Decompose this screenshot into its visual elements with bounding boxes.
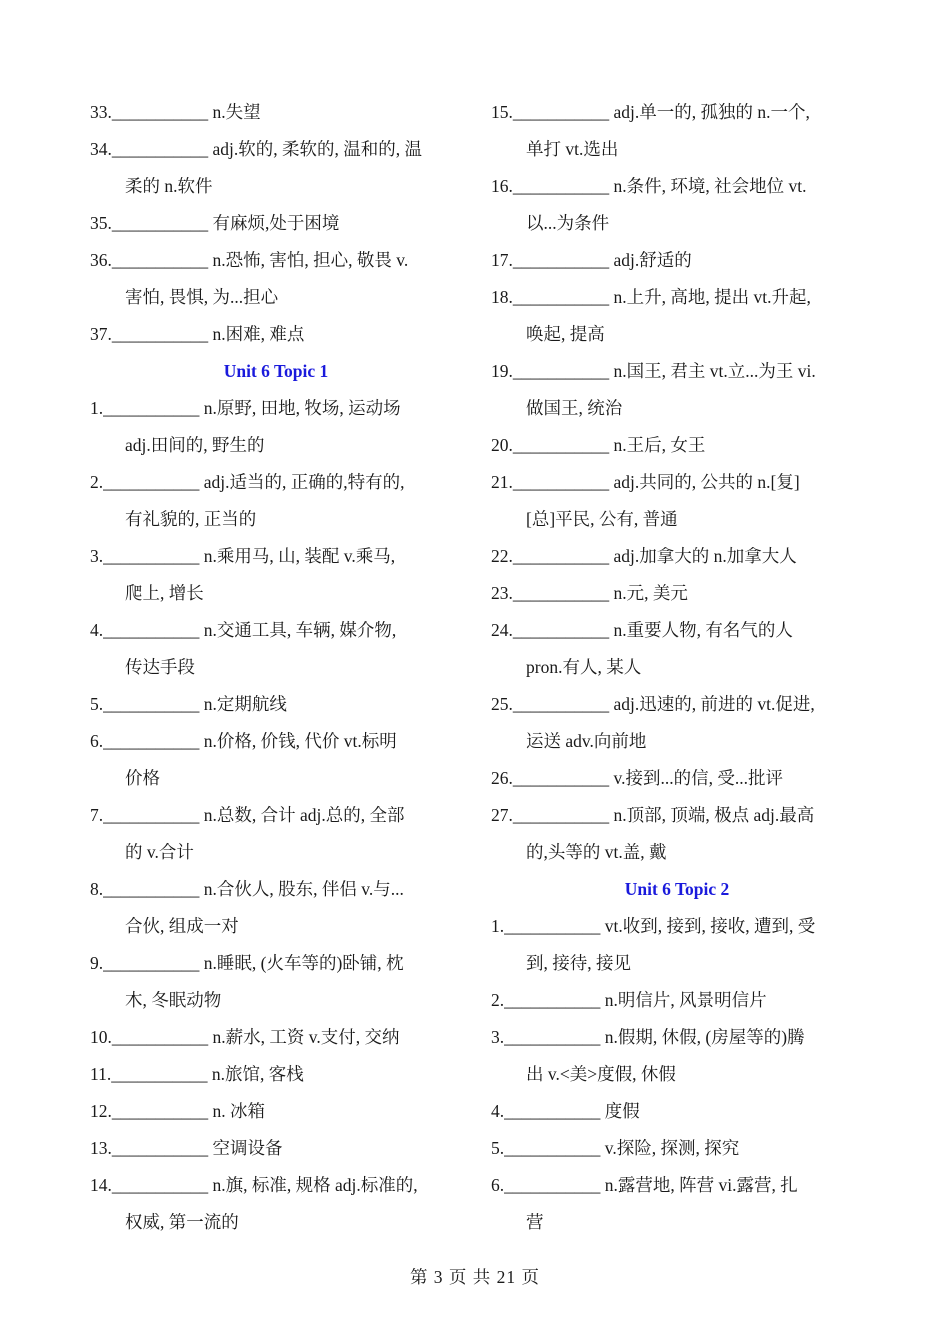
section-title: Unit 6 Topic 1 bbox=[223, 361, 329, 381]
vocab-entry bbox=[491, 1167, 863, 1241]
vocab-entry bbox=[491, 797, 863, 871]
definition-continuation: 爬上, 增长 bbox=[125, 583, 204, 603]
entry-number: 24. bbox=[491, 620, 513, 640]
answer-blank: ___________ bbox=[504, 990, 605, 1010]
vocab-entry bbox=[491, 168, 863, 242]
answer-blank: ___________ bbox=[111, 1101, 209, 1121]
vocab-entry bbox=[491, 1130, 863, 1167]
entry-number: 3. bbox=[90, 546, 104, 566]
answer-blank: ___________ bbox=[103, 953, 204, 973]
entry-number: 18. bbox=[491, 287, 513, 307]
definition-text: n.顶部, 顶端, 极点 adj.最高 bbox=[613, 805, 815, 825]
vocab-entry bbox=[491, 1019, 863, 1093]
answer-blank: ___________ bbox=[512, 176, 610, 196]
definition-text: n.旅馆, 客栈 bbox=[211, 1064, 304, 1084]
entry-number: 37. bbox=[90, 324, 112, 344]
entry-number: 33. bbox=[90, 102, 112, 122]
entry-number: 23. bbox=[491, 583, 513, 603]
definition-continuation: 唤起, 提高 bbox=[526, 324, 605, 344]
answer-blank: ___________ bbox=[512, 250, 610, 270]
answer-blank: ___________ bbox=[111, 1027, 209, 1047]
entry-number: 9. bbox=[90, 953, 104, 973]
definition-continuation: 的,头等的 vt.盖, 戴 bbox=[526, 842, 667, 862]
answer-blank: ___________ bbox=[512, 620, 610, 640]
answer-blank: ___________ bbox=[512, 435, 610, 455]
definition-text: adj.共同的, 公共的 n.[复] bbox=[613, 472, 800, 492]
answer-blank: ___________ bbox=[111, 324, 209, 344]
definition-continuation: 到, 接待, 接见 bbox=[526, 953, 631, 973]
entry-number: 16. bbox=[491, 176, 513, 196]
vocab-entry bbox=[90, 1056, 462, 1093]
vocab-entry bbox=[491, 908, 863, 982]
entry-number: 13. bbox=[90, 1138, 112, 1158]
vocab-entry bbox=[90, 205, 462, 242]
vocab-entry bbox=[90, 1093, 462, 1130]
definition-text: adj.单一的, 孤独的 n.一个, bbox=[613, 102, 810, 122]
entry-number: 17. bbox=[491, 250, 513, 270]
definition-continuation: 单打 vt.选出 bbox=[526, 139, 619, 159]
answer-blank: ___________ bbox=[512, 287, 610, 307]
entry-number: 11. bbox=[90, 1064, 112, 1084]
vocab-entry bbox=[491, 242, 863, 279]
entry-number: 5. bbox=[90, 694, 104, 714]
answer-blank: ___________ bbox=[111, 139, 209, 159]
definition-text: v.探险, 探测, 探究 bbox=[604, 1138, 740, 1158]
answer-blank: ___________ bbox=[504, 1027, 605, 1047]
definition-text: n.条件, 环境, 社会地位 vt. bbox=[613, 176, 807, 196]
definition-text: n.上升, 高地, 提出 vt.升起, bbox=[613, 287, 811, 307]
entry-number: 14. bbox=[90, 1175, 112, 1195]
entry-number: 21. bbox=[491, 472, 513, 492]
entry-number: 2. bbox=[491, 990, 505, 1010]
definition-text: adj.适当的, 正确的,特有的, bbox=[203, 472, 405, 492]
definition-text: n.合伙人, 股东, 伴侣 v.与... bbox=[203, 879, 404, 899]
answer-blank: ___________ bbox=[504, 1138, 605, 1158]
vocab-entry bbox=[90, 464, 462, 538]
entry-number: 19. bbox=[491, 361, 513, 381]
answer-blank: ___________ bbox=[512, 583, 610, 603]
entry-number: 20. bbox=[491, 435, 513, 455]
entry-number: 26. bbox=[491, 768, 513, 788]
page-footer: 第 3 页 共 21 页 bbox=[409, 1267, 541, 1287]
vocab-entry bbox=[90, 797, 462, 871]
vocab-entry bbox=[491, 353, 863, 427]
vocab-entry bbox=[491, 760, 863, 797]
answer-blank: ___________ bbox=[512, 361, 610, 381]
definition-text: n.总数, 合计 adj.总的, 全部 bbox=[203, 805, 405, 825]
definition-continuation: 以...为条件 bbox=[526, 213, 610, 233]
vocab-entry bbox=[90, 686, 462, 723]
definition-text: adj.舒适的 bbox=[613, 250, 692, 270]
vocab-entry bbox=[491, 94, 863, 168]
entry-number: 27. bbox=[491, 805, 513, 825]
definition-text: n.元, 美元 bbox=[613, 583, 688, 603]
definition-text: n.重要人物, 有名气的人 bbox=[613, 620, 793, 640]
definition-continuation: 权威, 第一流的 bbox=[125, 1212, 239, 1232]
definition-continuation: 害怕, 畏惧, 为...担心 bbox=[125, 287, 279, 307]
vocab-entry bbox=[491, 427, 863, 464]
definition-text: n.原野, 田地, 牧场, 运动场 bbox=[203, 398, 401, 418]
definition-continuation: 传达手段 bbox=[125, 657, 195, 677]
definition-text: 有麻烦,处于困境 bbox=[212, 213, 340, 233]
definition-continuation: pron.有人, 某人 bbox=[526, 657, 642, 677]
vocab-entry bbox=[491, 686, 863, 760]
definition-text: adj.加拿大的 n.加拿大人 bbox=[613, 546, 797, 566]
entry-number: 4. bbox=[491, 1101, 505, 1121]
entry-number: 10. bbox=[90, 1027, 112, 1047]
answer-blank: ___________ bbox=[512, 472, 610, 492]
answer-blank: ___________ bbox=[512, 694, 610, 714]
definition-continuation: [总]平民, 公有, 普通 bbox=[526, 509, 678, 529]
definition-text: vt.收到, 接到, 接收, 遭到, 受 bbox=[604, 916, 816, 936]
answer-blank: ___________ bbox=[103, 398, 204, 418]
definition-continuation: 柔的 n.软件 bbox=[125, 176, 213, 196]
entry-number: 6. bbox=[491, 1175, 505, 1195]
entry-number: 6. bbox=[90, 731, 104, 751]
definition-text: n.定期航线 bbox=[203, 694, 287, 714]
entry-number: 35. bbox=[90, 213, 112, 233]
definition-text: n.明信片, 风景明信片 bbox=[604, 990, 767, 1010]
definition-text: adj.软的, 柔软的, 温和的, 温 bbox=[212, 139, 423, 159]
definition-text: v.接到...的信, 受...批评 bbox=[613, 768, 783, 788]
definition-text: n.失望 bbox=[212, 102, 261, 122]
entry-number: 25. bbox=[491, 694, 513, 714]
answer-blank: ___________ bbox=[111, 102, 209, 122]
left-column bbox=[90, 94, 462, 1241]
answer-blank: ___________ bbox=[504, 1101, 605, 1121]
definition-text: n.乘用马, 山, 装配 v.乘马, bbox=[203, 546, 396, 566]
answer-blank: ___________ bbox=[512, 102, 610, 122]
definition-continuation: 价格 bbox=[125, 768, 160, 788]
vocab-entry bbox=[90, 538, 462, 612]
definition-text: n.国王, 君主 vt.立...为王 vi. bbox=[613, 361, 816, 381]
vocab-entry bbox=[90, 945, 462, 1019]
vocab-entry bbox=[491, 575, 863, 612]
entry-number: 2. bbox=[90, 472, 104, 492]
definition-text: n.假期, 休假, (房屋等的)腾 bbox=[604, 1027, 805, 1047]
answer-blank: ___________ bbox=[111, 1064, 208, 1084]
vocab-entry bbox=[90, 1019, 462, 1056]
definition-text: adj.迅速的, 前进的 vt.促进, bbox=[613, 694, 815, 714]
vocab-entry bbox=[491, 1093, 863, 1130]
entry-number: 1. bbox=[491, 916, 505, 936]
definition-text: n.价格, 价钱, 代价 vt.标明 bbox=[203, 731, 397, 751]
entry-number: 12. bbox=[90, 1101, 112, 1121]
entry-number: 15. bbox=[491, 102, 513, 122]
definition-text: n.睡眠, (火车等的)卧铺, 枕 bbox=[203, 953, 404, 973]
definition-text: n.旗, 标准, 规格 adj.标准的, bbox=[212, 1175, 418, 1195]
definition-text: n.交通工具, 车辆, 媒介物, bbox=[203, 620, 397, 640]
answer-blank: ___________ bbox=[504, 1175, 605, 1195]
definition-continuation: 的 v.合计 bbox=[125, 842, 194, 862]
definition-text: n.露营地, 阵营 vi.露营, 扎 bbox=[604, 1175, 798, 1195]
entry-number: 3. bbox=[491, 1027, 505, 1047]
answer-blank: ___________ bbox=[512, 805, 610, 825]
definition-text: 度假 bbox=[604, 1101, 640, 1121]
entry-number: 22. bbox=[491, 546, 513, 566]
definition-continuation: 出 v.<美>度假, 休假 bbox=[526, 1064, 676, 1084]
vocab-entry bbox=[90, 1130, 462, 1167]
vocab-entry bbox=[491, 279, 863, 353]
definition-text: n. 冰箱 bbox=[212, 1101, 265, 1121]
answer-blank: ___________ bbox=[103, 472, 204, 492]
answer-blank: ___________ bbox=[111, 1138, 209, 1158]
entry-number: 7. bbox=[90, 805, 104, 825]
vocab-entry bbox=[90, 242, 462, 316]
answer-blank: ___________ bbox=[512, 768, 610, 788]
section-title: Unit 6 Topic 2 bbox=[624, 879, 730, 899]
definition-continuation: 木, 冬眠动物 bbox=[125, 990, 222, 1010]
answer-blank: ___________ bbox=[103, 879, 204, 899]
definition-continuation: 做国王, 统治 bbox=[526, 398, 623, 418]
definition-text: n.王后, 女王 bbox=[613, 435, 706, 455]
answer-blank: ___________ bbox=[103, 620, 204, 640]
definition-continuation: adj.田间的, 野生的 bbox=[125, 435, 265, 455]
vocab-entry bbox=[90, 94, 462, 131]
entry-number: 34. bbox=[90, 139, 112, 159]
answer-blank: ___________ bbox=[103, 546, 204, 566]
entry-number: 4. bbox=[90, 620, 104, 640]
definition-continuation: 运送 adv.向前地 bbox=[526, 731, 647, 751]
definition-continuation: 合伙, 组成一对 bbox=[125, 916, 239, 936]
vocab-entry bbox=[491, 982, 863, 1019]
vocab-entry bbox=[491, 612, 863, 686]
vocab-entry bbox=[90, 1167, 462, 1241]
answer-blank: ___________ bbox=[512, 546, 610, 566]
entry-number: 8. bbox=[90, 879, 104, 899]
answer-blank: ___________ bbox=[103, 731, 204, 751]
definition-continuation: 营 bbox=[526, 1212, 544, 1232]
answer-blank: ___________ bbox=[103, 805, 204, 825]
vocab-entry bbox=[90, 723, 462, 797]
definition-text: n.恐怖, 害怕, 担心, 敬畏 v. bbox=[212, 250, 409, 270]
vocab-entry bbox=[90, 612, 462, 686]
entry-number: 36. bbox=[90, 250, 112, 270]
answer-blank: ___________ bbox=[111, 1175, 209, 1195]
definition-text: 空调设备 bbox=[212, 1138, 283, 1158]
vocab-entry bbox=[90, 131, 462, 205]
answer-blank: ___________ bbox=[111, 213, 209, 233]
definition-text: n.困难, 难点 bbox=[212, 324, 305, 344]
entry-number: 5. bbox=[491, 1138, 505, 1158]
definition-continuation: 有礼貌的, 正当的 bbox=[125, 509, 257, 529]
vocab-entry bbox=[90, 871, 462, 945]
answer-blank: ___________ bbox=[504, 916, 605, 936]
definition-text: n.薪水, 工资 v.支付, 交纳 bbox=[212, 1027, 400, 1047]
vocab-entry bbox=[90, 316, 462, 353]
answer-blank: ___________ bbox=[103, 694, 204, 714]
vocab-entry bbox=[491, 538, 863, 575]
entry-number: 1. bbox=[90, 398, 104, 418]
vocab-entry bbox=[90, 390, 462, 464]
right-column bbox=[491, 94, 863, 1241]
answer-blank: ___________ bbox=[111, 250, 209, 270]
vocab-entry bbox=[491, 464, 863, 538]
